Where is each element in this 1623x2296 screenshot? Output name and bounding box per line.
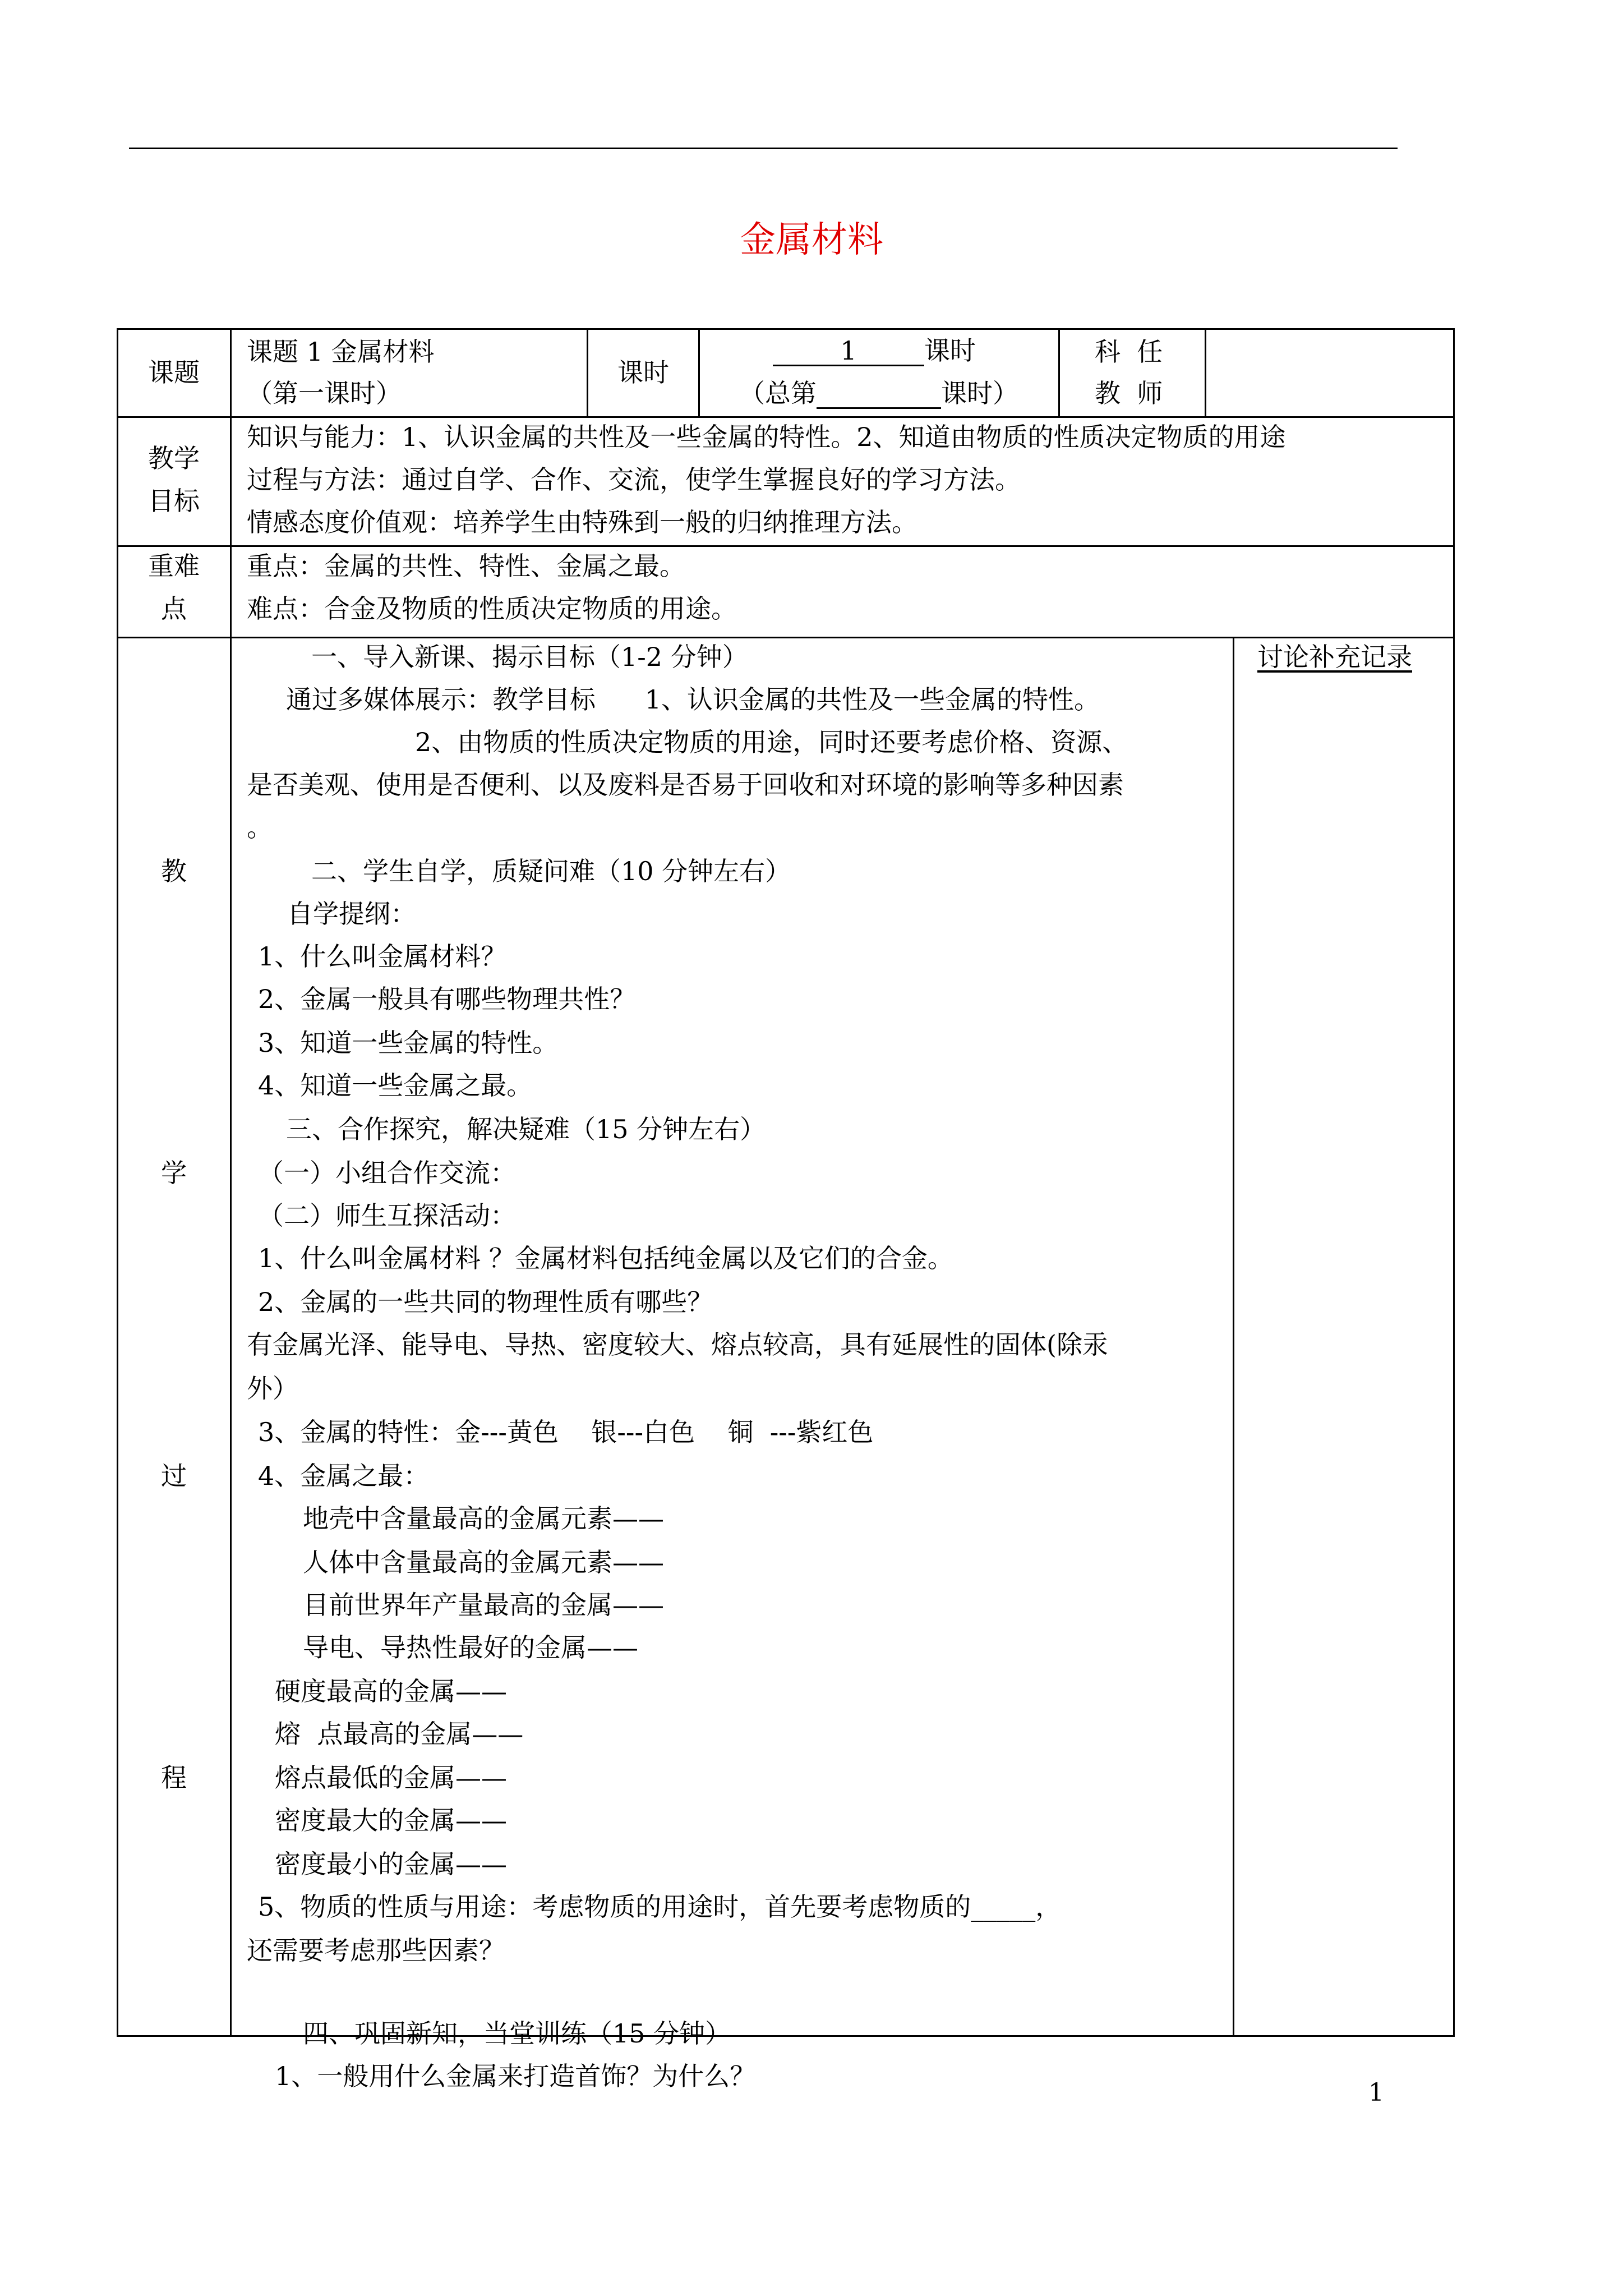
process-line: 密度最大的金属—— [275, 1805, 507, 1835]
process-line: 通过多媒体展示：教学目标 1、认识金属的共性及一些金属的特性。 [286, 684, 1100, 715]
process-line: 是否美观、使用是否便利、以及废料是否易于回收和对环境的影响等多种因素 [247, 770, 1124, 800]
topic-value-line-1: 课题 1 金属材料 [247, 337, 435, 367]
process-line: 还需要考虑那些因素？ [247, 1935, 505, 1966]
row-separator [117, 416, 1455, 418]
page-number: 1 [1368, 2078, 1384, 2107]
process-line: 4、知道一些金属之最。 [258, 1070, 533, 1101]
period-label: 课时 [617, 357, 669, 388]
process-line: 熔点最低的金属—— [275, 1763, 507, 1793]
topic-label: 课题 [148, 357, 200, 388]
process-line: 3、金属的特性：金---黄色 银---白色 铜 ---紫红色 [258, 1417, 874, 1447]
table-border-top [117, 328, 1455, 330]
period-unit: 课时 [924, 335, 976, 366]
process-line: 密度最小的金属—— [275, 1849, 507, 1879]
page-title: 金属材料 [740, 219, 883, 261]
objectives-line: 过程与方法：通过自学、合作、交流，使学生掌握良好的学习方法。 [247, 464, 1021, 495]
objectives-line: 知识与能力：1、认识金属的共性及一些金属的特性。2、知道由物质的性质决定物质的用途 [247, 422, 1286, 452]
header-rule [129, 148, 1398, 149]
process-label-char: 过 [161, 1461, 187, 1491]
objectives-line: 情感态度价值观：培养学生由特殊到一般的归纳推理方法。 [247, 507, 917, 537]
period-count: 1 [773, 335, 924, 366]
process-line: 有金属光泽、能导电、导热、密度较大、熔点较高，具有延展性的固体(除汞 [247, 1329, 1108, 1360]
process-line: （一）小组合作交流： [258, 1158, 516, 1188]
process-line: 2、金属一般具有哪些物理共性？ [258, 984, 636, 1014]
column-divider [1233, 637, 1234, 2037]
column-divider [230, 328, 232, 2037]
process-line: 硬度最高的金属—— [275, 1676, 507, 1706]
process-line: 目前世界年产量最高的金属—— [303, 1590, 664, 1620]
key-points-label-2: 点 [161, 593, 187, 624]
teacher-label-line-2: 教 师 [1095, 378, 1163, 408]
process-line: 一、导入新课、揭示目标（1-2 分钟） [311, 642, 748, 672]
process-line: 四、巩固新知，当堂训练（15 分钟） [303, 2018, 731, 2049]
row-separator [117, 545, 1455, 547]
teacher-label-line-1: 科 任 [1095, 337, 1163, 367]
process-line: （二）师生互探活动： [258, 1200, 516, 1231]
process-line: 人体中含量最高的金属元素—— [303, 1547, 664, 1577]
key-points-line: 难点：合金及物质的性质决定物质的用途。 [247, 593, 737, 624]
process-line: 熔 点最高的金属—— [275, 1719, 524, 1749]
process-label-char: 程 [161, 1763, 187, 1793]
column-divider [698, 328, 700, 418]
period-count-line [773, 335, 976, 366]
process-line: 三、合作探究，解决疑难（15 分钟左右） [286, 1114, 766, 1144]
process-line: 导电、导热性最好的金属—— [303, 1632, 638, 1663]
process-label-char: 学 [161, 1158, 187, 1188]
notes-header: 讨论补充记录 [1257, 642, 1412, 672]
process-line: 1、一般用什么金属来打造首饰？为什么？ [275, 2061, 756, 2091]
process-line: 4、金属之最： [258, 1461, 430, 1491]
process-line: 2、金属的一些共同的物理性质有哪些？ [258, 1287, 713, 1317]
table-border-right [1453, 328, 1455, 2037]
total-period-line [739, 378, 1018, 409]
process-line: 1、什么叫金属材料 ？金属材料包括纯金属以及它们的合金。 [258, 1243, 953, 1273]
process-label-char: 教 [161, 856, 187, 886]
column-divider [1205, 328, 1206, 418]
row-separator [117, 637, 1455, 638]
process-line: 3、知道一些金属的特性。 [258, 1028, 559, 1058]
objectives-label-1: 教学 [148, 443, 200, 473]
process-line: 2、由物质的性质决定物质的用途，同时还要考虑价格、资源、 [415, 727, 1128, 757]
topic-value-line-2: （第一课时） [247, 378, 402, 408]
objectives-label-2: 目标 [148, 486, 200, 516]
column-divider [1058, 328, 1060, 418]
process-line: 自学提纲： [287, 899, 416, 929]
total-prefix: （总第 [739, 378, 817, 408]
process-line: 二、学生自学，质疑问难（10 分钟左右） [311, 856, 791, 886]
process-line: 地壳中含量最高的金属元素—— [303, 1503, 664, 1534]
process-line: 5、物质的性质与用途：考虑物质的用途时，首先要考虑物质的_____， [258, 1892, 1062, 1922]
total-suffix: 课时） [941, 378, 1018, 408]
total-blank [817, 378, 941, 409]
process-line: 。 [247, 812, 273, 843]
key-points-line: 重点：金属的共性、特性、金属之最。 [247, 551, 685, 581]
process-line: 外） [247, 1373, 298, 1404]
key-points-label-1: 重难 [148, 551, 200, 581]
process-line: 1、什么叫金属材料？ [258, 941, 507, 972]
